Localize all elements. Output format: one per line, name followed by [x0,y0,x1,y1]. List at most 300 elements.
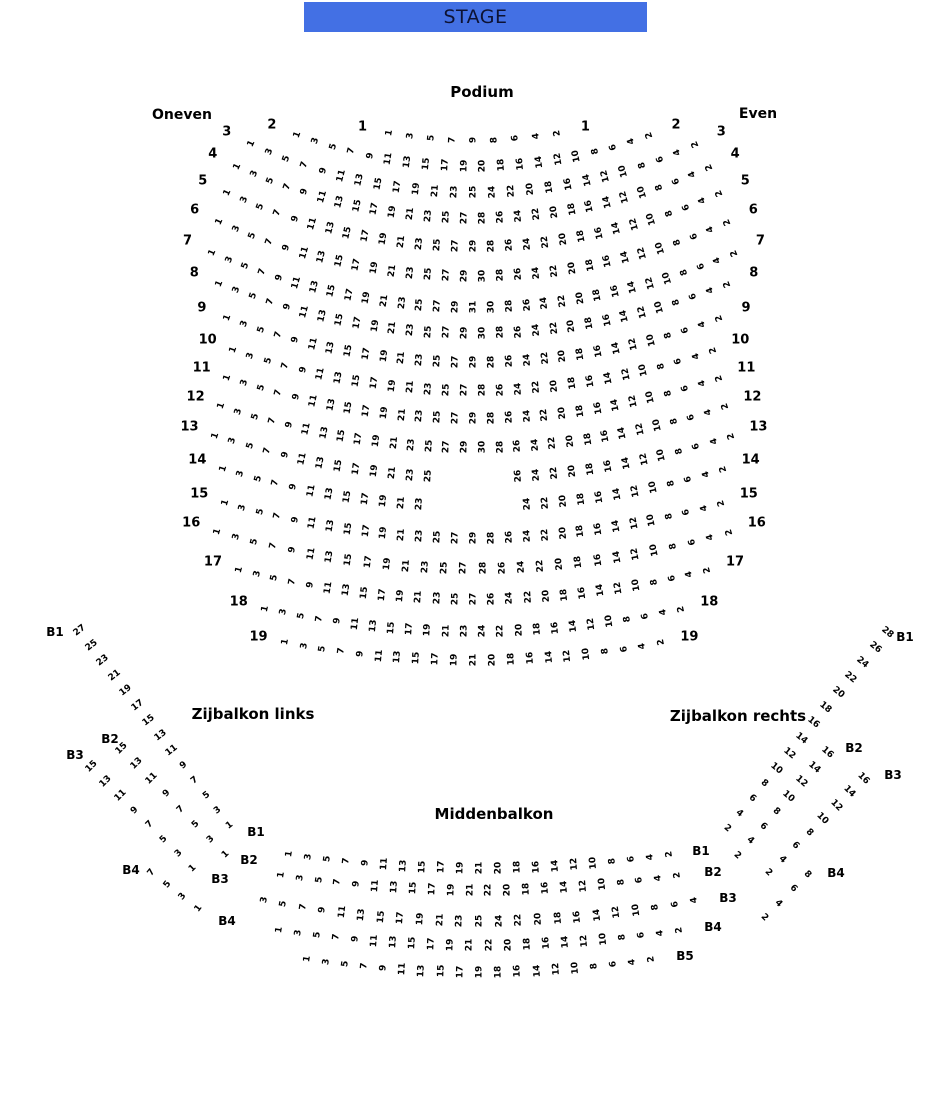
seat[interactable]: 15 [325,284,338,299]
seat[interactable]: 27 [71,622,88,639]
seat[interactable]: 11 [305,483,318,498]
seat[interactable]: 25 [439,561,450,574]
seat[interactable]: 19 [377,232,390,246]
seat[interactable]: 15 [375,909,387,924]
seat[interactable]: 8 [655,361,668,371]
seat[interactable]: 19 [368,464,380,478]
seat[interactable]: 10 [603,614,616,629]
seat[interactable]: 5 [255,201,267,212]
seat[interactable]: 22 [530,207,543,222]
seat[interactable]: 12 [627,394,640,409]
seat[interactable]: 20 [549,378,561,393]
seat[interactable]: 2 [701,565,714,575]
seat[interactable]: 4 [637,641,649,650]
seat[interactable]: 5 [313,876,325,884]
seat[interactable]: 4 [708,436,720,446]
seat[interactable]: 22 [547,436,559,450]
seat[interactable]: 10 [596,877,608,891]
seat[interactable]: 14 [620,455,633,470]
seat[interactable]: 26 [504,354,515,368]
seat[interactable]: 17 [455,965,466,979]
seat[interactable]: 13 [356,907,368,922]
seat[interactable]: 16 [540,881,552,895]
seat[interactable]: 11 [112,787,129,804]
seat[interactable]: 4 [772,897,785,910]
seat[interactable]: 20 [566,261,579,276]
seat[interactable]: 24 [477,624,488,638]
seat[interactable]: 27 [450,411,461,425]
seat[interactable]: 14 [626,280,640,295]
seat[interactable]: 9 [305,580,317,589]
seat[interactable]: 22 [842,669,859,686]
seat[interactable]: 8 [671,297,683,307]
seat[interactable]: 6 [607,142,620,152]
seat[interactable]: 12 [629,483,642,498]
seat[interactable]: 9 [351,880,362,888]
seat[interactable]: 27 [450,239,461,253]
seat[interactable]: 13 [307,279,321,295]
seat[interactable]: 17 [377,587,389,602]
seat[interactable]: 1 [221,187,234,198]
seat[interactable]: 23 [422,209,434,223]
seat[interactable]: 21 [387,321,399,335]
seat[interactable]: 7 [264,237,276,247]
seat[interactable]: 28 [495,268,506,282]
seat[interactable]: 15 [343,552,355,567]
seat[interactable]: 20 [554,557,566,571]
seat[interactable]: 29 [468,355,479,369]
seat[interactable]: 2 [719,401,732,411]
seat[interactable]: 20 [548,205,561,220]
seat[interactable]: 14 [531,964,543,978]
seat[interactable]: 5 [252,474,265,483]
seat[interactable]: 3 [251,569,263,579]
seat[interactable]: 5 [249,412,261,421]
seat[interactable]: 4 [705,224,717,235]
seat[interactable]: 19 [445,883,457,897]
seat[interactable]: 16 [592,552,604,567]
seat[interactable]: 18 [566,376,579,391]
seat[interactable]: 7 [279,361,292,370]
seat[interactable]: 26 [521,298,533,312]
seat[interactable]: 23 [459,624,470,638]
seat[interactable]: 18 [583,258,597,273]
seat[interactable]: 19 [370,434,383,448]
seat[interactable]: 16 [592,343,605,359]
seat[interactable]: 4 [700,469,712,479]
seat[interactable]: 11 [373,648,385,663]
seat[interactable]: 9 [364,151,376,160]
seat[interactable]: 7 [273,330,285,340]
seat[interactable]: 25 [414,298,426,312]
seat[interactable]: 5 [201,789,213,802]
seat[interactable]: 8 [589,147,601,156]
seat[interactable]: 26 [504,238,516,252]
seat[interactable]: 12 [620,366,633,382]
seat[interactable]: 15 [411,651,423,665]
seat[interactable]: 9 [289,515,301,524]
seat[interactable]: 18 [552,911,564,925]
seat[interactable]: 12 [612,580,625,595]
seat[interactable]: 4 [627,958,638,966]
seat[interactable]: 13 [128,755,145,772]
seat[interactable]: 28 [503,299,515,313]
seat[interactable]: 8 [803,826,815,839]
seat[interactable]: 6 [688,231,700,241]
seat[interactable]: 13 [340,583,353,598]
seat[interactable]: 25 [423,324,435,339]
seat[interactable]: 17 [430,652,441,666]
seat[interactable]: 1 [302,955,313,963]
seat[interactable]: 24 [530,266,543,280]
seat[interactable]: 4 [705,532,717,542]
seat[interactable]: 16 [602,458,615,473]
seat[interactable]: 17 [353,431,365,446]
seat[interactable]: 19 [360,291,373,306]
seat[interactable]: 10 [581,646,593,661]
seat[interactable]: 1 [215,401,228,411]
seat[interactable]: 1 [211,527,224,536]
seat[interactable]: 13 [392,650,404,664]
seat[interactable]: 26 [513,469,525,483]
seat[interactable]: 16 [601,312,614,327]
seat[interactable]: 6 [640,611,652,620]
seat[interactable]: 17 [351,315,364,330]
seat[interactable]: 14 [567,619,580,633]
seat[interactable]: 15 [420,157,432,171]
seat[interactable]: 20 [557,232,570,247]
seat[interactable]: 13 [323,221,337,236]
seat[interactable]: 21 [474,861,485,875]
seat[interactable]: 13 [318,425,331,440]
seat[interactable]: 30 [477,440,488,454]
seat[interactable]: 25 [450,592,461,606]
seat[interactable]: 12 [629,546,643,561]
seat[interactable]: 29 [459,269,470,283]
seat[interactable]: 1 [209,431,222,441]
seat[interactable]: 23 [431,591,443,605]
seat[interactable]: 24 [513,382,525,396]
seat[interactable]: 6 [680,202,692,212]
seat[interactable]: 4 [658,608,670,617]
seat[interactable]: 19 [378,526,390,541]
seat[interactable]: 9 [297,365,309,375]
seat[interactable]: 3 [235,469,247,479]
seat[interactable]: 25 [83,637,100,654]
seat[interactable]: 23 [404,467,416,482]
seat[interactable]: 3 [212,804,224,817]
seat[interactable]: 30 [477,269,488,283]
seat[interactable]: 23 [422,382,434,396]
seat[interactable]: 24 [521,529,533,543]
seat[interactable]: 7 [346,147,358,156]
seat[interactable]: 18 [566,202,579,217]
seat[interactable]: 8 [650,903,662,911]
seat[interactable]: 10 [660,270,675,286]
seat[interactable]: 26 [504,530,515,544]
seat[interactable]: 12 [618,190,632,205]
seat[interactable]: 2 [717,464,730,474]
seat[interactable]: 5 [327,142,340,151]
seat[interactable]: 7 [299,160,311,170]
seat[interactable]: 15 [342,343,355,358]
seat[interactable]: 24 [854,654,871,671]
seat[interactable]: 8 [589,962,600,970]
seat[interactable]: 8 [758,777,770,790]
seat[interactable]: 15 [333,254,346,269]
seat[interactable]: 25 [431,238,443,252]
seat[interactable]: 23 [449,185,460,199]
seat[interactable]: 26 [495,383,506,396]
seat[interactable]: 20 [493,861,504,875]
seat[interactable]: 25 [423,439,435,453]
seat[interactable]: 16 [599,429,612,444]
seat[interactable]: 3 [205,833,217,846]
seat[interactable]: 18 [582,431,594,446]
seat[interactable]: 12 [634,422,647,437]
seat[interactable]: 19 [449,653,460,667]
seat[interactable]: 8 [648,577,660,586]
seat[interactable]: 9 [283,421,296,430]
seat[interactable]: 3 [277,608,289,617]
seat[interactable]: 3 [245,351,257,360]
seat[interactable]: 19 [422,623,434,637]
seat[interactable]: 28 [486,239,497,253]
seat[interactable]: 13 [324,549,336,564]
seat[interactable]: 8 [489,136,500,143]
seat[interactable]: 26 [512,439,524,453]
seat[interactable]: 8 [665,478,677,488]
seat[interactable]: 22 [539,351,551,366]
seat[interactable]: 18 [584,461,597,476]
seat[interactable]: 23 [413,236,425,251]
seat[interactable]: 2 [713,373,726,383]
seat[interactable]: 7 [175,803,187,815]
seat[interactable]: 7 [359,962,370,970]
seat[interactable]: 14 [618,308,632,324]
seat[interactable]: 27 [459,383,470,397]
seat[interactable]: 6 [757,820,769,833]
seat[interactable]: 5 [247,230,259,241]
seat[interactable]: 12 [578,879,589,893]
seat[interactable]: 7 [273,388,285,398]
seat[interactable]: 9 [289,214,301,224]
seat[interactable]: 5 [239,261,252,271]
seat[interactable]: 3 [263,146,275,157]
seat[interactable]: 2 [689,139,702,150]
seat[interactable]: 7 [267,541,279,550]
seat[interactable]: 16 [601,254,614,269]
seat[interactable]: 30 [486,300,497,314]
seat[interactable]: 5 [281,153,293,164]
seat[interactable]: 3 [293,928,304,937]
seat[interactable]: 8 [663,512,675,521]
seat[interactable]: 4 [734,807,746,820]
seat[interactable]: 4 [702,407,715,417]
seat[interactable]: 7 [331,933,342,941]
seat[interactable]: 21 [429,184,441,198]
seat[interactable]: 25 [474,914,485,928]
seat[interactable]: 10 [644,390,658,405]
seat[interactable]: 19 [458,159,470,173]
seat[interactable]: 24 [521,353,533,367]
seat[interactable]: 2 [672,871,683,879]
seat[interactable]: 15 [350,373,363,388]
seat[interactable]: 6 [510,134,521,142]
seat[interactable]: 7 [143,819,156,831]
seat[interactable]: 27 [468,592,479,606]
seat[interactable]: 11 [300,422,313,437]
seat[interactable]: 6 [654,154,666,164]
seat[interactable]: 9 [160,788,172,800]
seat[interactable]: 16 [819,744,836,761]
seat[interactable]: 7 [313,614,325,623]
seat[interactable]: 7 [340,857,352,865]
seat[interactable]: 21 [388,436,400,450]
seat[interactable]: 13 [152,727,169,744]
seat[interactable]: 11 [336,905,348,920]
seat[interactable]: 22 [535,558,547,573]
seat[interactable]: 6 [686,537,698,546]
seat[interactable]: 15 [332,458,345,473]
seat[interactable]: 15 [342,400,355,415]
seat[interactable]: 12 [585,617,598,631]
seat[interactable]: 19 [445,938,456,952]
seat[interactable]: 11 [297,245,311,260]
seat[interactable]: 20 [557,406,569,420]
seat[interactable]: 4 [531,132,542,140]
seat[interactable]: 19 [395,589,407,603]
seat[interactable]: 14 [610,519,623,534]
seat[interactable]: 4 [690,351,703,361]
seat[interactable]: 24 [487,185,498,199]
seat[interactable]: 3 [177,891,189,903]
seat[interactable]: 19 [386,378,398,393]
seat[interactable]: 14 [611,486,624,501]
seat[interactable]: 11 [349,616,362,631]
seat[interactable]: 11 [304,546,318,561]
seat[interactable]: 9 [288,482,300,491]
seat[interactable]: 6 [681,507,693,517]
seat[interactable]: 3 [223,254,235,265]
seat[interactable]: 16 [512,964,524,978]
seat[interactable]: 9 [354,649,366,658]
seat[interactable]: 21 [464,938,475,952]
seat[interactable]: 12 [637,452,651,467]
seat[interactable]: 28 [477,383,488,397]
seat[interactable]: 9 [359,859,371,867]
seat[interactable]: 17 [426,937,437,951]
seat[interactable]: 16 [531,860,542,874]
seat[interactable]: 18 [558,587,570,602]
seat[interactable]: 23 [414,529,426,543]
seat[interactable]: 18 [575,524,587,539]
seat[interactable]: 16 [855,770,872,787]
seat[interactable]: 27 [450,355,461,369]
seat[interactable]: 4 [696,378,709,388]
seat[interactable]: 15 [407,936,418,950]
seat[interactable]: 3 [309,136,322,146]
seat[interactable]: 11 [314,366,327,382]
seat[interactable]: 7 [256,267,269,277]
seat[interactable]: 9 [290,335,302,344]
seat[interactable]: 19 [386,205,399,220]
seat[interactable]: 17 [342,287,356,303]
seat[interactable]: 18 [574,403,587,418]
seat[interactable]: 3 [238,378,251,388]
seat[interactable]: 13 [333,194,346,210]
seat[interactable]: 24 [513,209,524,223]
seat[interactable]: 26 [495,210,506,224]
seat[interactable]: 10 [814,810,831,827]
seat[interactable]: 5 [254,507,266,517]
seat[interactable]: 24 [522,497,534,511]
seat[interactable]: 5 [278,899,290,908]
seat[interactable]: 19 [415,912,426,926]
seat[interactable]: 22 [549,466,561,480]
seat[interactable]: 8 [662,330,675,340]
seat[interactable]: 13 [388,935,399,949]
seat[interactable]: 19 [377,494,389,508]
seat[interactable]: 1 [221,372,234,382]
seat[interactable]: 15 [341,489,353,504]
seat[interactable]: 16 [572,909,584,924]
seat[interactable]: 12 [550,962,562,977]
seat[interactable]: 2 [664,850,675,858]
seat[interactable]: 20 [502,883,514,897]
seat[interactable]: 23 [414,353,426,367]
seat[interactable]: 14 [616,425,630,441]
seat[interactable]: 23 [454,914,465,928]
seat[interactable]: 4 [776,853,788,865]
seat[interactable]: 7 [447,136,458,143]
seat[interactable]: 9 [468,136,479,144]
seat[interactable]: 16 [609,284,622,299]
seat[interactable]: 13 [324,519,337,534]
seat[interactable]: 2 [674,926,685,934]
seat[interactable]: 18 [573,555,585,569]
seat[interactable]: 10 [647,479,660,495]
seat[interactable]: 29 [468,411,479,425]
seat[interactable]: 22 [531,380,543,394]
seat[interactable]: 17 [368,376,381,391]
seat[interactable]: 22 [506,184,518,198]
seat[interactable]: 13 [314,455,327,470]
seat[interactable]: 22 [539,408,551,422]
seat[interactable]: 5 [244,441,256,451]
seat[interactable]: 28 [486,355,497,369]
seat[interactable]: 20 [477,159,489,173]
seat[interactable]: 19 [381,557,393,571]
seat[interactable]: 6 [695,261,708,272]
seat[interactable]: 18 [575,229,588,244]
seat[interactable]: 21 [395,496,407,510]
seat[interactable]: 14 [841,784,858,801]
seat[interactable]: 21 [464,883,476,897]
seat[interactable]: 1 [213,217,226,227]
seat[interactable]: 25 [432,530,443,544]
seat[interactable]: 1 [384,128,395,137]
seat[interactable]: 7 [297,902,309,911]
seat[interactable]: 6 [673,356,685,366]
seat[interactable]: 15 [386,620,398,635]
seat[interactable]: 29 [468,531,479,545]
seat[interactable]: 21 [404,380,416,394]
seat[interactable]: 1 [280,638,292,647]
seat[interactable]: 6 [618,644,630,653]
seat[interactable]: 14 [559,880,571,894]
seat[interactable]: 27 [450,531,461,545]
